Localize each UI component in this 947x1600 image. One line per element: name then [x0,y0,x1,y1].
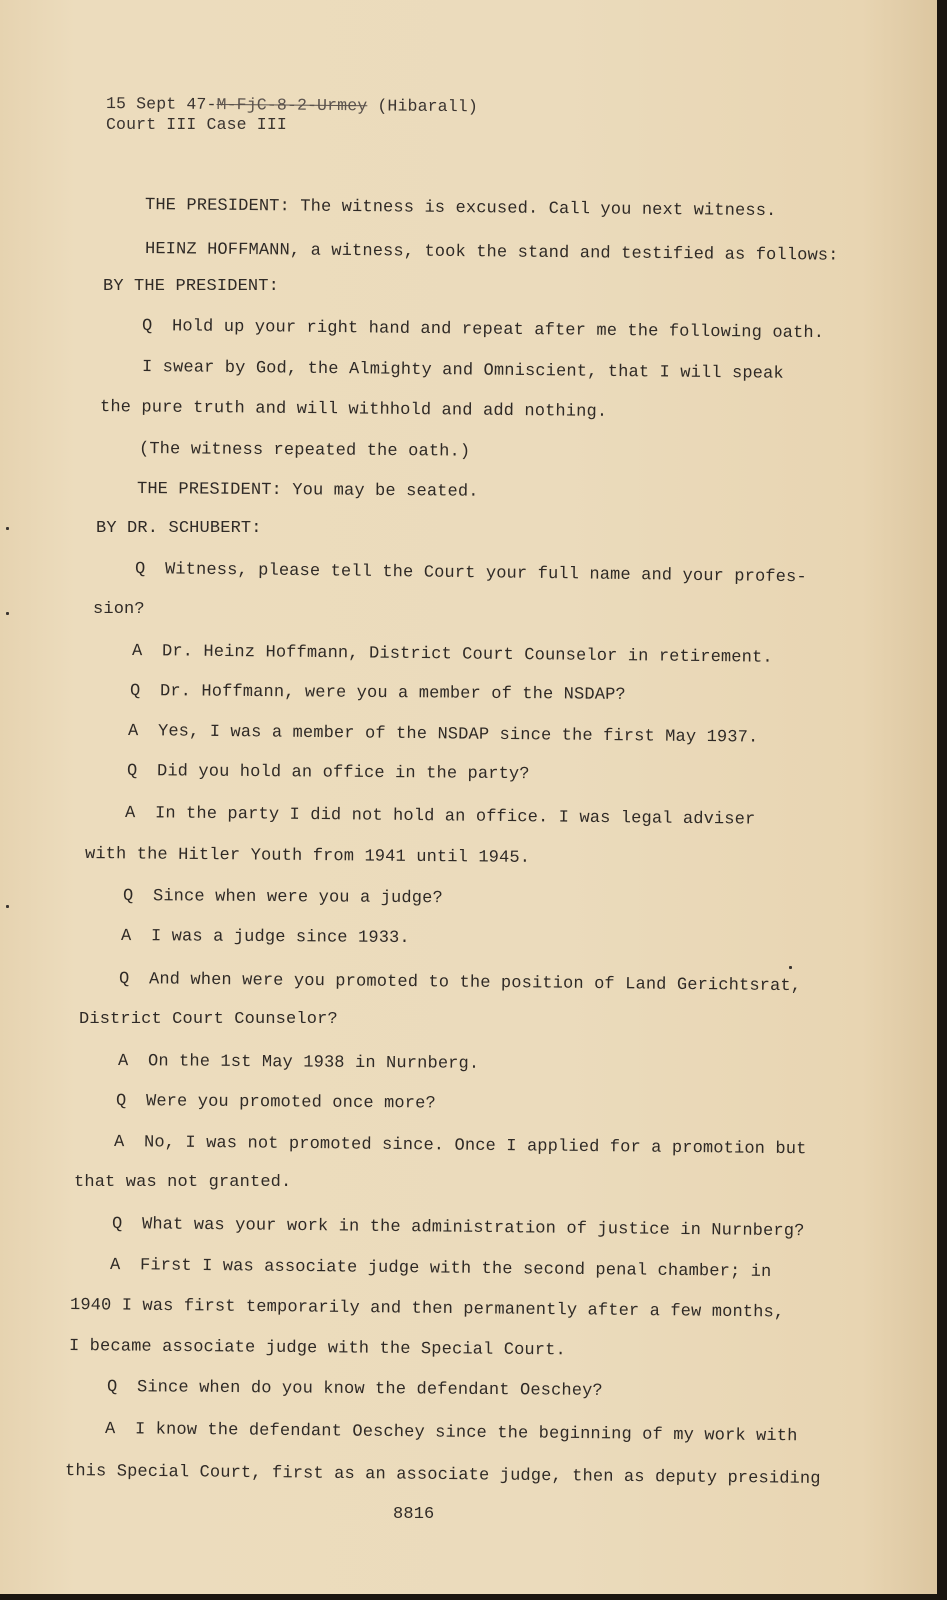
question-text: Since when were you a judge? [152,887,443,909]
question-text: Witness, please tell the Court your full name and your profes- [164,560,807,588]
answer-text: Yes, I was a member of the NSDAP since the first May 1937. [157,722,759,748]
question-line [123,887,443,909]
question-text: And when were you promoted to the position of Land Gerichtsrat, [148,970,802,997]
answer-line [121,927,410,949]
answer-text: No, I was not promoted since. Once I applied for a promotion but [143,1133,807,1160]
question-line [119,970,801,997]
answer-line [132,642,773,669]
continuation-line: that was not granted. [74,1173,292,1192]
header-annotation: (Hibarall) [367,96,479,117]
margin-mark [6,905,9,908]
a-marker: A [127,722,139,742]
answer-line [125,804,756,831]
president-be-seated: THE PRESIDENT: You may be seated. [136,480,479,502]
a-marker: A [104,1420,116,1440]
answer-text: Dr. Heinz Hoffmann, District Court Counselor in retirement. [161,642,773,668]
answer-text: I know the defendant Oeschey since the beginning of my work with [134,1420,798,1447]
question-line [142,317,824,344]
q-marker: Q [134,560,146,580]
by-dr-schubert-heading: BY DR. SCHUBERT: [96,519,262,538]
question-text: Were you promoted once more? [145,1092,436,1114]
answer-line [128,722,759,749]
question-line [127,762,530,785]
answer-text: In the party I did not hold an office. I was legal adviser [154,804,756,830]
margin-mark [789,966,792,969]
answer-line [114,1133,807,1160]
q-marker: Q [129,682,141,702]
answer-line [105,1420,798,1447]
oath-text-1: I swear by God, the Almighty and Omniscient, that I will speak [141,358,784,384]
header-line-2: Court III Case III [106,115,287,134]
question-line [130,682,626,706]
witness-introduction: HEINZ HOFFMANN, a witness, took the stand and testified as follows: [144,240,839,266]
answer-text: On the 1st May 1938 in Nurnberg. [147,1052,480,1074]
q-marker: Q [111,1215,123,1235]
margin-mark [6,612,9,615]
oath-instruction: Hold up your right hand and repeat after me the following oath. [171,317,825,344]
answer-text: First I was associate judge with the second penal chamber; in [139,1256,772,1282]
header-line-1 [106,94,478,117]
a-marker: A [109,1256,121,1276]
continuation-line: District Court Counselor? [79,1010,338,1029]
a-marker: A [131,642,143,662]
a-marker: A [120,927,132,947]
continuation-line: sion? [93,600,145,619]
oath-repeated: (The witness repeated the oath.) [138,440,471,462]
answer-text: I was a judge since 1933. [150,927,410,949]
by-the-president-heading: BY THE PRESIDENT: [103,277,279,296]
q-marker: Q [106,1378,118,1398]
q-marker: Q [115,1092,127,1112]
oath-text-2: the pure truth and will withhold and add nothing. [99,398,608,422]
question-line [107,1378,603,1402]
answer-line [118,1052,479,1075]
continuation-line: I became associate judge with the Special Court. [68,1337,566,1361]
question-text: Since when do you know the defendant Oeschey? [136,1378,603,1401]
question-line [116,1092,436,1115]
q-marker: Q [126,762,138,782]
header-struck-code: M-FjC-8-2-Urmey [216,94,368,116]
answer-line [110,1256,772,1283]
question-text: What was your work in the administration of justice in Nurnberg? [141,1215,805,1242]
president-excuses-witness: THE PRESIDENT: The witness is excused. Call you next witness. [144,196,777,222]
a-marker: A [124,804,136,824]
page-number: 8816 [393,1505,435,1524]
header-date: 15 Sept 47- [105,94,217,114]
continuation-line: this Special Court, first as an associate judge, then as deputy presiding [64,1462,821,1489]
q-marker: Q [122,887,134,907]
a-marker: A [117,1052,129,1072]
q-marker: Q [141,317,153,337]
a-marker: A [113,1133,125,1153]
question-line [135,560,807,588]
q-marker: Q [118,970,130,990]
margin-mark [6,527,9,530]
question-line [112,1215,805,1242]
continuation-line: with the Hitler Youth from 1941 until 1945. [84,845,531,868]
continuation-line: 1940 I was first temporarily and then permanently after a few months, [69,1296,785,1323]
question-text: Dr. Hoffmann, were you a member of the NSDAP? [159,682,626,705]
question-text: Did you hold an office in the party? [156,762,530,785]
